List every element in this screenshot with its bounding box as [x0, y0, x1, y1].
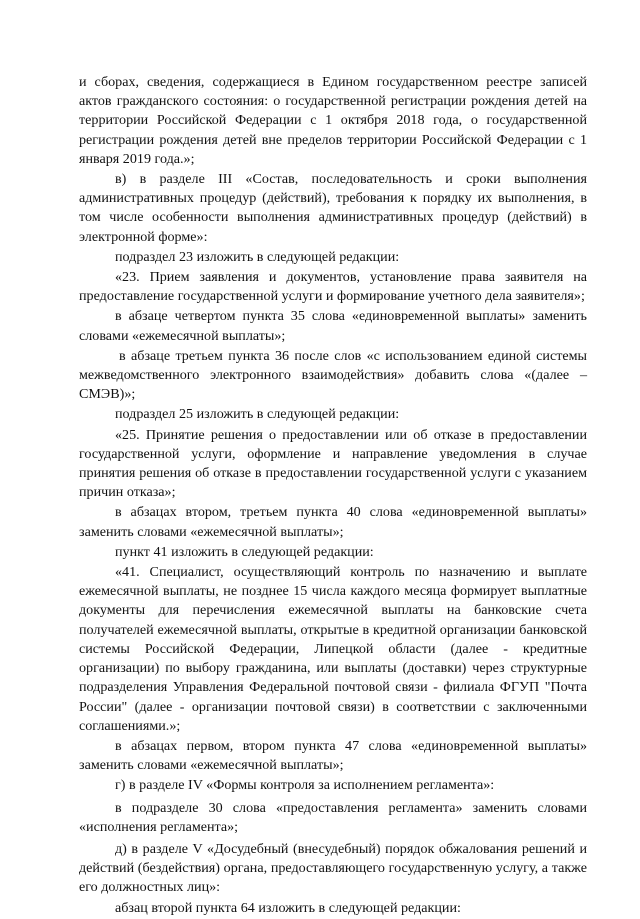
paragraph-point-40: в абзацах втором, третьем пункта 40 слова «единовременной выплаты» заменить словами «ежемесячной выплаты»; [79, 504, 587, 540]
paragraph-section-3: в) в разделе III «Состав, последовательность и сроки выполнения административных процедур (действий), требования к порядку их выполнения, в том числе особенности выполнения административных процедур (действий) в электронной форме»: [79, 171, 587, 245]
paragraph-subsection-30: в подразделе 30 слова «предоставления регламента» заменить словами «исполнения регламента»; [79, 799, 587, 835]
paragraph-point-36: в абзаце третьем пункта 36 после слов «с использованием единой системы межведомственного электронного взаимодействия» добавить слова «(далее – СМЭВ)»; [79, 347, 587, 403]
document-body [79, 73, 587, 919]
paragraph-section-5: д) в разделе V «Досудебный (внесудебный) порядок обжалования решений и действий (бездействия) органа, предоставляющего государственную услугу, а также его должностных лиц»: [79, 840, 587, 896]
paragraph-section-4: г) в разделе IV «Формы контроля за исполнением регламента»: [115, 777, 495, 794]
paragraph-point-41-text: «41. Специалист, осуществляющий контроль по назначению и выплате ежемесячной выплаты, не позднее 15 числа каждого месяца формирует выплатные документы для перечисления ежемесячной выплаты на банковские счета получателей ежемесячной выплаты, открытые в кредитной организации банковской системы Российской Федерации, Липецкой области (далее - кредитные организации) по выбору гражданина, или выплаты (доставки) через структурные подразделения Управления Федеральной почтовой связи - филиала ФГУП "Почта России" (далее - организации почтовой связи) в соответствии с заключенными соглашениями.»; [79, 564, 587, 734]
paragraph-subsection-25-text: «25. Принятие решения о предоставлении или об отказе в предоставлении государственной услуги, оформление и направление уведомления в случае принятия решения об отказе в предоставлении государственной услуги с указанием причин отказа»; [79, 426, 587, 501]
paragraph-subsection-23-text: «23. Прием заявления и документов, установление права заявителя на предоставление государственной услуги и формирование учетного дела заявителя»; [79, 269, 587, 305]
paragraph-continuation: и сборах, сведения, содержащиеся в Едином государственном реестре записей актов гражданского состояния: о государственной регистрации рождения детей на территории Российской Федерации с 1 октября 2018 года, о государственной регистрации рождения детей вне пределов территории Российской Федерации с 1 января 2019 года.»; [79, 74, 587, 167]
paragraph-point-41-intro: пункт 41 изложить в следующей редакции: [115, 543, 374, 560]
paragraph-point-35: в абзаце четвертом пункта 35 слова «единовременной выплаты» заменить словами «ежемесячной выплаты»; [79, 308, 587, 344]
paragraph-point-47: в абзацах первом, втором пункта 47 слова «единовременной выплаты» заменить словами «ежемесячной выплаты»; [79, 737, 587, 774]
paragraph-point-64: абзац второй пункта 64 изложить в следующей редакции: [115, 899, 461, 916]
paragraph-subsection-25-intro: подраздел 25 изложить в следующей редакции: [115, 406, 400, 423]
paragraph-subsection-23-intro: подраздел 23 изложить в следующей редакции: [115, 248, 400, 265]
